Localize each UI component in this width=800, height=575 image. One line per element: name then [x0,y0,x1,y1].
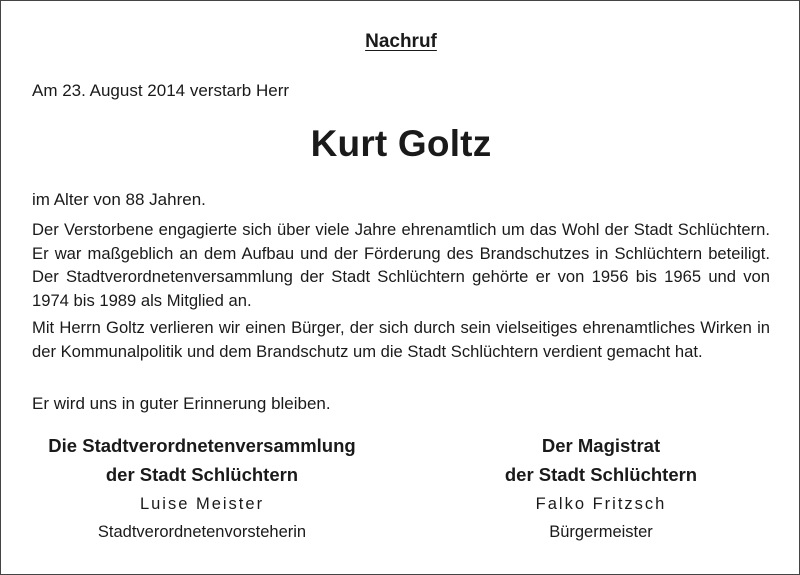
notice-heading: Nachruf [365,31,437,52]
deceased-name: Kurt Goltz [310,123,492,164]
signature-block-magistrate [431,431,771,546]
signature-block-council [32,431,372,546]
signature-org-line2: der Stadt Schlüchtern [504,464,698,485]
signature-org-line1: Der Magistrat [541,435,661,456]
age-line: im Alter von 88 Jahren. [32,190,206,209]
signature-person: Luise Meister [139,495,265,513]
paragraph-tribute: Mit Herrn Goltz verlieren wir einen Bürger, der sich durch sein vielseitiges ehrenamtliches Wirken in der Kommunalpolitik und dem Brandschutz um die Stadt Schlüchtern verdient gemacht hat. [32,318,770,361]
signature-person: Falko Fritzsch [535,495,667,513]
signature-role: Stadtverordnetenvorsteherin [97,523,307,541]
signature-org-line2: der Stadt Schlüchtern [105,464,299,485]
paragraph-biography: Der Verstorbene engagierte sich über viele Jahre ehrenamtlich um das Wohl der Stadt Schlüchtern. Er war maßgeblich an dem Aufbau und der Förderung des Brandschutzes in Schlüchtern beteiligt. Der Stadtverordnetenversammlung der Stadt Schlüchtern gehörte er von 1956 bis 1965 und von 1974 bis 1989 als Mitglied an. [32,220,770,310]
intro-line: Am 23. August 2014 verstarb Herr [32,81,290,100]
signature-org-line1: Die Stadtverordnetenversammlung [48,435,356,456]
signature-role: Bürgermeister [549,523,653,541]
closing-line: Er wird uns in guter Erinnerung bleiben. [32,394,331,413]
